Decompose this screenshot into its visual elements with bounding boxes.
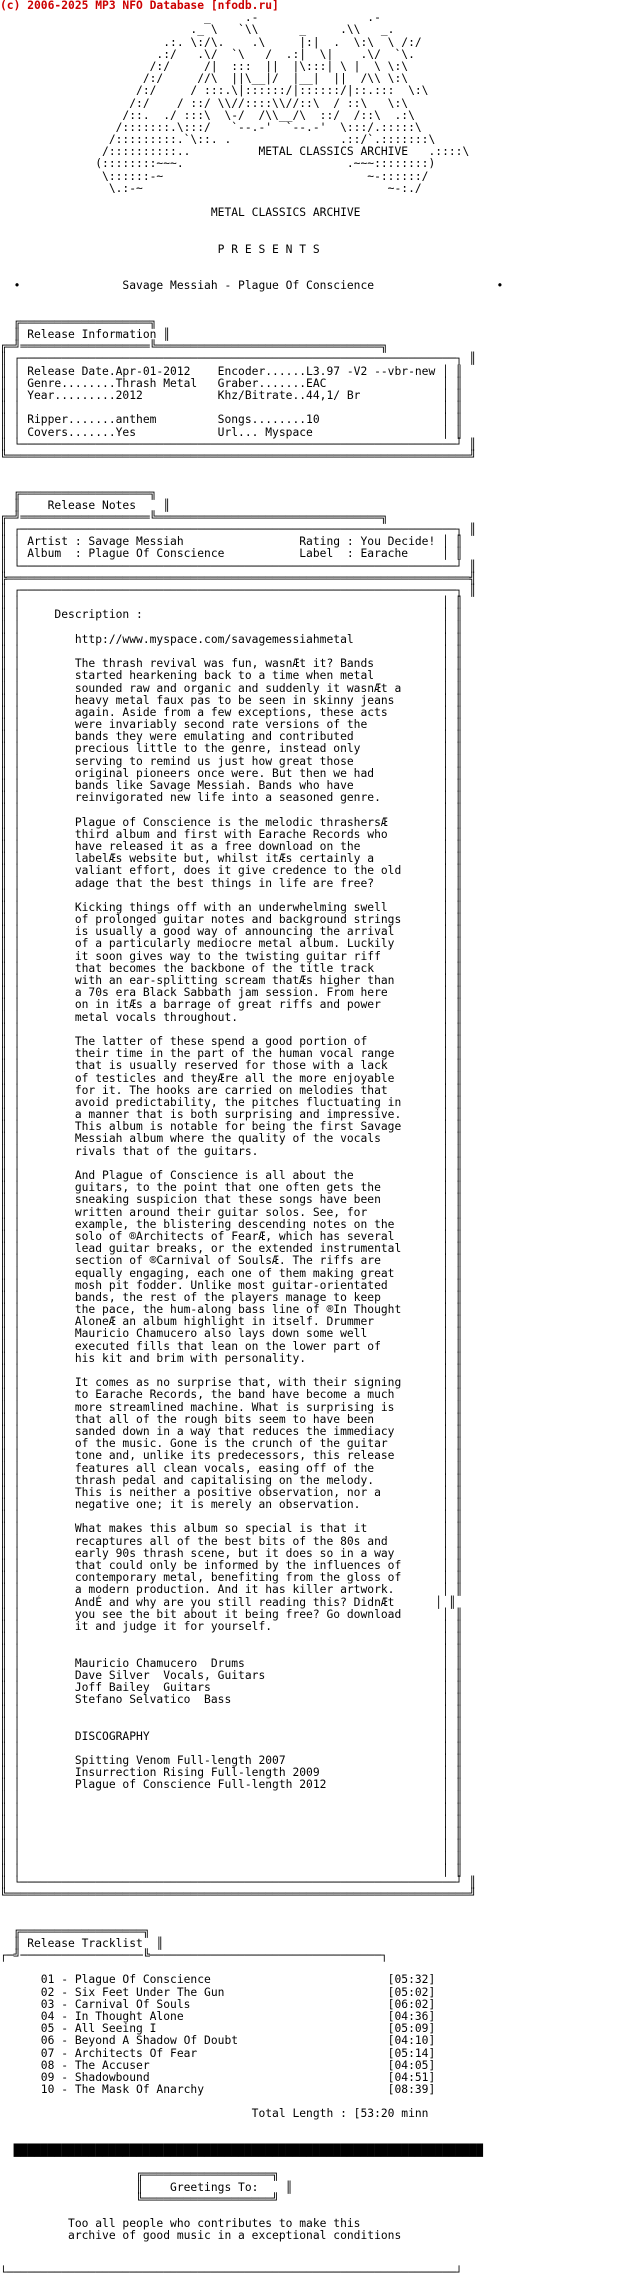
- credit-header: (c) 2006-2025 MP3 NFO Database [nfodb.ru]: [0, 0, 279, 12]
- nfo-body: _ .- .- ._ \ `\\ _ .\\ _. .:. \:/\. .\ |:| . \:\ \ /:/ .:/ .\/ `\ / .:| \| .\/ `\. /:/ /| ::: || |\:::| \ | \ \:\ /:/ //\ ||\__|/ |__| || /\\ \:\ /:/ / :::.\|::::::/|::::::/|::.::: \:\ /:/ / ::/ \\//::::\\//::\ / ::\ \:\ /::. ./ :::\ \-/ /\\__/\ ::/ /::\ .:\ /:::::::.\:::/ `--.-' `--.-' \:::/.:::::\ /:::::::::.`\::. . .::/`.:::::::\ /::::::::::.. METAL CLASSICS ARCHIVE .::::\ (::::::::~~~. .~~~::::::::) \::::::-~ ~-::::::/ \.:-~ ~-:./ METAL CLASSICS ARCHIVE P R E S E N T S • Savage Messiah - Plague Of Conscience • ╔═══════════════════╗ ║ Release Information ║ ╔═╝═══════════════════╚═════════════════════════════════╗ ║ ┌────────────────────────────────────────────────────────────────┐ ║ ║ │ Release Date.Apr-01-2012 Encoder......L3.97 -V2 --vbr-new │ ║ ║ │ Genre........Thrash Metal Graber.......EAC │ ║ ║ │ Year.........2012 Khz/Bitrate..44,1/ Br │ ║ ║ │ │ ║ ║ │ Ripper.......anthem Songs........10 │ ║ ║ │ Covers.......Yes Url... Myspace │ ║ ║ └────────────────────────────────────────────────────────────────┘ ║ ╚════════════════════════════════════════════════════════════════════╝ ╔═══════════════════╗ ║ Release Notes ║ ╔═╝═══════════════════╚═════════════════════════════════╗ ║ ┌────────────────────────────────────────────────────────────────┐ ║ ║ │ Artist : Savage Messiah Rating : You Decide! │ ║ ║ │ Album : Plague Of Conscience Label : Earache │ ║ ║ └────────────────────────────────────────────────────────────────┘ ║ ╠════════════════════════════════════════════════════════════════════╣ ║ ┌────────────────────────────────────────────────────────────────┐ ║ ║ │ │ ║ ║ │ Description : │ ║ ║ │ │ ║ ║ │ http://www.myspace.com/savagemessiahmetal │ ║ ║ │ │ ║ ║ │ The thrash revival was fun, wasnÆt it? Bands │ ║ ║ │ started hearkening back to a time when metal │ ║ ║ │ sounded raw and organic and suddenly it wasnÆt a │ ║ ║ │ heavy metal faux pas to be seen in skinny jeans │ ║ ║ │ again. Aside from a few exceptions, these acts │ ║ ║ │ were invariably second rate versions of the │ ║ ║ │ bands they were emulating and contributed │ ║ ║ │ precious little to the genre, instead only │ ║ ║ │ serving to remind us just how great those │ ║ ║ │ original pioneers once were. But then we had │ ║ ║ │ bands like Savage Messiah. Bands who have │ ║ ║ │ reinvigorated new life into a seasoned genre. │ ║ ║ │ │ ║ ║ │ Plague of Conscience is the melodic thrashersÆ │ ║ ║ │ third album and first with Earache Records who │ ║ ║ │ have released it as a free download on the │ ║ ║ │ labelÆs website but, whilst itÆs certainly a │ ║ ║ │ valiant effort, does it give credence to the old │ ║ ║ │ adage that the best things in life are free? │ ║ ║ │ │ ║ ║ │ Kicking things off with an underwhelming swell │ ║ ║ │ of prolonged guitar notes and background strings │ ║ ║ │ is usually a good way of announcing the arrival │ ║ ║ │ of a particularly mediocre metal album. Luckily │ ║ ║ │ it soon gives way to the twisting guitar riff │ ║ ║ │ that becomes the backbone of the title track │ ║ ║ │ with an ear-splitting scream thatÆs higher than │ ║ ║ │ a 70s era Black Sabbath jam session. From here │ ║ ║ │ on in itÆs a barrage of great riffs and power │ ║ ║ │ metal vocals throughout. │ ║ ║ │ │ ║ ║ │ The latter of these spend a good portion of │ ║ ║ │ their time in the part of the human vocal range │ ║ ║ │ that is usually reserved for those with a lack │ ║ ║ │ of testicles and theyÆre all the more enjoyable │ ║ ║ │ for it. The hooks are carried on melodies that │ ║ ║ │ avoid predictability, the pitches fluctuating in │ ║ ║ │ a manner that is both surprising and impressive. │ ║ ║ │ This album is notable for being the first Savage │ ║ ║ │ Messiah album where the quality of the vocals │ ║ ║ │ rivals that of the guitars. │ ║ ║ │ │ ║ ║ │ And Plague of Conscience is all about the │ ║ ║ │ guitars, to the point that one often gets the │ ║ ║ │ sneaking suspicion that these songs have been │ ║ ║ │ written around their guitar solos. See, for │ ║ ║ │ example, the blistering descending notes on the │ ║ ║ │ solo of ®Architects of FearÆ, which has several │ ║ ║ │ lead guitar breaks, or the extended instrumental │ ║ ║ │ section of ®Carnival of SoulsÆ. The riffs are │ ║ ║ │ equally engaging, each one of them making great │ ║ ║ │ mosh pit fodder. Unlike most guitar-orientated │ ║ ║ │ bands, the rest of the players manage to keep │ ║ ║ │ the pace, the hum-along bass line of ®In Thought │ ║ ║ │ AloneÆ an album highlight in itself. Drummer │ ║ ║ │ Mauricio Chamucero also lays down some well │ ║ ║ │ executed fills that lean on the lower part of │ ║ ║ │ his kit and brim with personality. │ ║ ║ │ │ ║ ║ │ It comes as no surprise that, with their signing │ ║ ║ │ to Earache Records, the band have become a much │ ║ ║ │ more streamlined machine. What is surprising is │ ║ ║ │ that all of the rough bits seem to have been │ ║ ║ │ sanded down in a way that reduces the immediacy │ ║ ║ │ of the music. Gone is the crunch of the guitar │ ║ ║ │ tone and, unlike its predecessors, this release │ ║ ║ │ features all clean vocals, easing off of the │ ║ ║ │ thrash pedal and capitalising on the melody. │ ║ ║ │ This is neither a positive observation, nor a │ ║ ║ │ negative one; it is merely an observation. │ ║ ║ │ │ ║ ║ │ What makes this album so special is that it │ ║ ║ │ recaptures all of the best bits of the 80s and │ ║ ║ │ early 90s thrash scene, but it does so in a way │ ║ ║ │ that could only be informed by the influences of │ ║ ║ │ contemporary metal, benefiting from the gloss of │ ║ ║ │ a modern production. And it has killer artwork. │ ║ ║ │ AndÉ and why are you still reading this? DidnÆt │ ║ ║ │ you see the bit about it being free? Go download │ ║ ║ │ it and judge it for yourself. │ ║ ║ │ │ ║ ║ │ │ ║ ║ │ Mauricio Chamucero Drums │ ║ ║ │ Dave Silver Vocals, Guitars │ ║ ║ │ Joff Bailey Guitars │ ║ ║ │ Stefano Selvatico Bass │ ║ ║ │ │ ║ ║ │ │ ║ ║ │ DISCOGRAPHY │ ║ ║ │ │ ║ ║ │ Spitting Venom Full-length 2007 │ ║ ║ │ Insurrection Rising Full-length 2009 │ ║ ║ │ Plague of Conscience Full-length 2012 │ ║ ║ │ │ ║ ║ │ │ ║ ║ │ │ ║ ║ │ │ ║ ║ │ │ ║ ║ │ │ ║ ║ │ │ ║ ║ └────────────────────────────────────────────────────────────────┘ ║ ╚════════════════════════════════════════════════════════════════════╝ ╔══════════════════╗ ║ Release Tracklist ║ ┌─╝──────────────────╚──────────────────────────────────┐ 01 - Plague Of Conscience [05:32] 02 - Six Feet Under The Gun [05:02] 03 - Carnival Of Souls [06:02] 04 - In Thought Alone [04:36] 05 - All Seeing I [05:09] 06 - Beyond A Shadow Of Doubt [04:10] 07 - Architects Of Fear [05:14] 08 - The Accuser [04:05] 09 - Shadowbound [04:51] 10 - The Mask Of Anarchy [08:39] Total Length : [53:20 minn █████████████████████████████████████████████████████████████████████ ╔═══════════════════╗ ║ Greetings To: ║ ╚═══════════════════╝ Too all people who contributes to make this archive of good music in a exceptional conditions └──────────────────────────────────────────────────────────────────┘: [0, 11, 504, 2279]
